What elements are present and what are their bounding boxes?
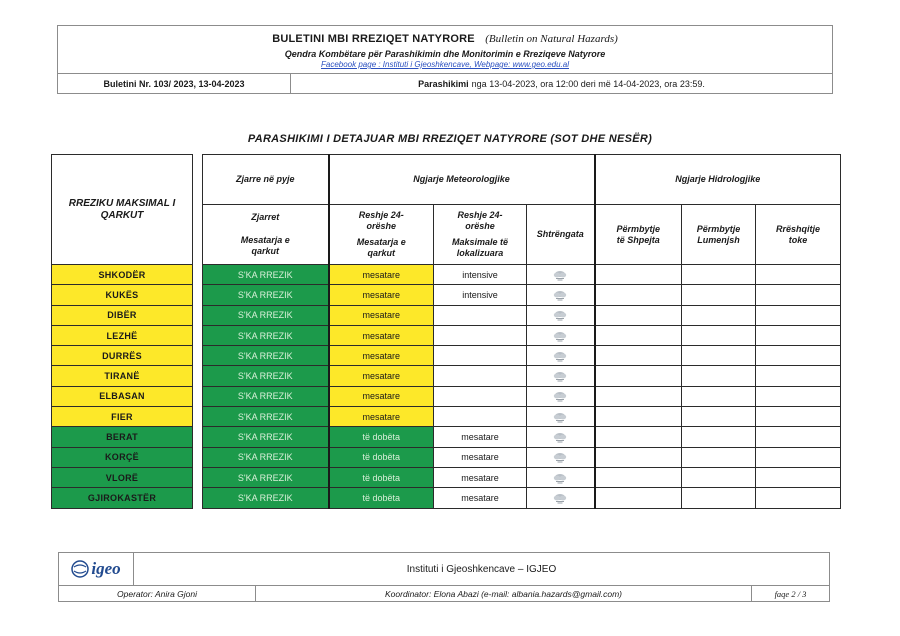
fire-risk-cell: S'KA RREZIK [203, 427, 329, 447]
flash-flood-cell [595, 366, 682, 386]
column-gap [193, 346, 203, 366]
bulletin-title: BULETINI MBI RREZIQET NATYRORE [272, 33, 475, 45]
table-row [52, 488, 841, 508]
sub-fire-title: Zjarret [251, 212, 280, 222]
column-gap [193, 265, 203, 285]
column-gap [193, 467, 203, 487]
bulletin-title-english: (Bulletin on Natural Hazards) [485, 33, 618, 45]
region-cell: TIRANË [52, 366, 193, 386]
wind-cloud-icon [552, 330, 568, 342]
storm-cell [527, 427, 595, 447]
table-row [52, 467, 841, 487]
river-flood-cell [682, 467, 756, 487]
column-gap [193, 285, 203, 305]
rain-max-cell [434, 407, 527, 427]
footer-top [59, 553, 829, 586]
storm-cell [527, 325, 595, 345]
fire-risk-cell: S'KA RREZIK [203, 407, 329, 427]
wind-cloud-icon [552, 309, 568, 321]
bulletin-number: Buletini Nr. 103/ 2023, 13-04-2023 [58, 74, 291, 93]
river-flood-cell [682, 386, 756, 406]
region-cell: FIER [52, 407, 193, 427]
region-cell: VLORË [52, 467, 193, 487]
storm-cell [527, 305, 595, 325]
sub-fire-note: Mesatarja e qarkut [240, 235, 290, 256]
sub-rain-max-note: Maksimale të lokalizuara [451, 237, 509, 258]
column-gap [193, 305, 203, 325]
col-region-header: RREZIKU MAKSIMAL I QARKUT [52, 155, 193, 265]
column-gap [193, 366, 203, 386]
region-cell: LEZHË [52, 325, 193, 345]
fire-risk-cell: S'KA RREZIK [203, 325, 329, 345]
wind-cloud-icon [552, 390, 568, 402]
wind-cloud-icon [552, 350, 568, 362]
flash-flood-cell [595, 447, 682, 467]
column-gap [193, 447, 203, 467]
region-cell: KORÇË [52, 447, 193, 467]
landslide-cell [756, 285, 841, 305]
fire-risk-cell: S'KA RREZIK [203, 346, 329, 366]
sub-rain-avg-title: Reshje 24-orëshe [358, 210, 404, 231]
group-hydro-header [595, 155, 841, 205]
table-row [52, 265, 841, 285]
fire-risk-cell: S'KA RREZIK [203, 305, 329, 325]
hazard-table [51, 154, 841, 509]
rain-max-cell: intensive [434, 285, 527, 305]
rain-avg-cell: mesatare [329, 265, 434, 285]
table-row [52, 366, 841, 386]
rain-avg-cell: të dobëta [329, 427, 434, 447]
igeo-logo-text: igeo [91, 559, 121, 578]
table-row [52, 285, 841, 305]
river-flood-cell [682, 346, 756, 366]
operator-name: Operator: Anira Gjoni [59, 586, 256, 601]
column-gap [193, 155, 203, 265]
wind-cloud-icon [552, 411, 568, 423]
landslide-cell [756, 366, 841, 386]
wind-cloud-icon [552, 472, 568, 484]
storm-cell [527, 447, 595, 467]
header-top [58, 26, 832, 74]
sub-rain-max-title: Reshje 24-orëshe [457, 210, 503, 231]
landslide-cell [756, 325, 841, 345]
sub-storm-header: Shtrëngata [527, 205, 595, 265]
rain-avg-cell: mesatare [329, 346, 434, 366]
institute-name: Instituti i Gjeoshkencave – IGJEO [406, 563, 557, 575]
sub-rain-avg-header [329, 205, 434, 265]
rain-max-cell [434, 346, 527, 366]
table-row [52, 346, 841, 366]
table-header-row-1 [52, 155, 841, 205]
table-row [52, 305, 841, 325]
region-cell: DURRËS [52, 346, 193, 366]
rain-max-cell [434, 366, 527, 386]
region-cell: BERAT [52, 427, 193, 447]
fire-risk-cell: S'KA RREZIK [203, 366, 329, 386]
wind-cloud-icon [552, 492, 568, 504]
column-gap [193, 386, 203, 406]
landslide-cell [756, 427, 841, 447]
rain-max-cell: intensive [434, 265, 527, 285]
storm-cell [527, 346, 595, 366]
flash-flood-cell [595, 407, 682, 427]
river-flood-cell [682, 325, 756, 345]
storm-cell [527, 407, 595, 427]
flash-flood-cell [595, 325, 682, 345]
landslide-cell [756, 305, 841, 325]
flash-flood-cell [595, 305, 682, 325]
forecast-label: Parashikimi [418, 78, 469, 89]
group-met-header [329, 155, 595, 205]
landslide-cell [756, 447, 841, 467]
group-hydro-label: Ngjarje Hidrologjike [675, 174, 761, 184]
sub-flash-flood-header [595, 205, 682, 265]
wind-cloud-icon [552, 289, 568, 301]
sub-rain-avg-note: Mesatarja e qarkut [356, 237, 406, 258]
landslide-cell [756, 467, 841, 487]
flash-flood-cell [595, 488, 682, 508]
column-gap [193, 325, 203, 345]
sub-flash-flood-label: Përmbytje të Shpejta [616, 223, 661, 245]
table-row [52, 427, 841, 447]
region-cell: ELBASAN [52, 386, 193, 406]
rain-max-cell: mesatare [434, 447, 527, 467]
sub-river-flood-label: Përmbytje Lumenjsh [696, 223, 741, 245]
flash-flood-cell [595, 285, 682, 305]
forecast-period [291, 74, 832, 93]
wind-cloud-icon [552, 269, 568, 281]
fire-risk-cell: S'KA RREZIK [203, 285, 329, 305]
fire-risk-cell: S'KA RREZIK [203, 467, 329, 487]
region-cell: KUKËS [52, 285, 193, 305]
sub-rain-max-header [434, 205, 527, 265]
sub-landslide-header [756, 205, 841, 265]
column-gap [193, 407, 203, 427]
group-fire-header [203, 155, 329, 205]
bulletin-header [57, 25, 833, 94]
rain-avg-cell: të dobëta [329, 488, 434, 508]
header-bottom [58, 74, 832, 93]
rain-avg-cell: të dobëta [329, 447, 434, 467]
river-flood-cell [682, 488, 756, 508]
storm-cell [527, 467, 595, 487]
rain-max-cell: mesatare [434, 427, 527, 447]
wind-cloud-icon [552, 451, 568, 463]
landslide-cell [756, 488, 841, 508]
river-flood-cell [682, 366, 756, 386]
river-flood-cell [682, 407, 756, 427]
wind-cloud-icon [552, 431, 568, 443]
flash-flood-cell [595, 427, 682, 447]
river-flood-cell [682, 447, 756, 467]
rain-avg-cell: mesatare [329, 386, 434, 406]
wind-cloud-icon [552, 370, 568, 382]
header-title-line [58, 29, 832, 47]
igeo-logo [59, 553, 134, 585]
forecast-period-text: nga 13-04-2023, ora 12:00 deri më 14-04-2023, ora 23:59. [471, 78, 705, 89]
web-links[interactable]: Facebook page : Instituti i Gjeoshkencave, Webpage: www.geo.edu.al [320, 60, 569, 69]
river-flood-cell [682, 305, 756, 325]
landslide-cell [756, 346, 841, 366]
column-gap [193, 427, 203, 447]
table-row [52, 407, 841, 427]
fire-risk-cell: S'KA RREZIK [203, 488, 329, 508]
group-met-label: Ngjarje Meteorologjike [413, 174, 510, 184]
river-flood-cell [682, 285, 756, 305]
flash-flood-cell [595, 346, 682, 366]
table-row [52, 447, 841, 467]
fire-risk-cell: S'KA RREZIK [203, 265, 329, 285]
rain-max-cell [434, 325, 527, 345]
storm-cell [527, 366, 595, 386]
landslide-cell [756, 265, 841, 285]
rain-max-cell [434, 386, 527, 406]
flash-flood-cell [595, 467, 682, 487]
landslide-cell [756, 407, 841, 427]
section-title: PARASHIKIMI I DETAJUAR MBI RREZIQET NATYRORE (SOT DHE NESËR) [247, 133, 653, 145]
region-cell: DIBËR [52, 305, 193, 325]
fire-risk-cell: S'KA RREZIK [203, 447, 329, 467]
bulletin-footer [58, 552, 830, 602]
storm-cell [527, 386, 595, 406]
sub-fire-header [203, 205, 329, 265]
table-row [52, 325, 841, 345]
rain-max-cell [434, 305, 527, 325]
region-cell: GJIROKASTËR [52, 488, 193, 508]
rain-avg-cell: mesatare [329, 325, 434, 345]
group-fire-label: Zjarre në pyje [235, 174, 295, 184]
landslide-cell [756, 386, 841, 406]
storm-cell [527, 488, 595, 508]
fire-risk-cell: S'KA RREZIK [203, 386, 329, 406]
center-name: Qendra Kombëtare për Parashikimin dhe Monitorimin e Rreziqeve Natyrore [284, 49, 606, 59]
river-flood-cell [682, 265, 756, 285]
sub-river-flood-header [682, 205, 756, 265]
flash-flood-cell [595, 265, 682, 285]
rain-avg-cell: të dobëta [329, 467, 434, 487]
column-gap [193, 488, 203, 508]
table-row [52, 386, 841, 406]
river-flood-cell [682, 427, 756, 447]
rain-avg-cell: mesatare [329, 366, 434, 386]
rain-max-cell: mesatare [434, 488, 527, 508]
page-number: faqe 2 / 3 [774, 588, 807, 599]
igeo-logo-icon [71, 558, 89, 580]
rain-avg-cell: mesatare [329, 407, 434, 427]
storm-cell [527, 285, 595, 305]
rain-max-cell: mesatare [434, 467, 527, 487]
rain-avg-cell: mesatare [329, 285, 434, 305]
coordinator-info: Koordinator: Elona Abazi (e-mail: albania.hazards@gmail.com) [256, 586, 752, 601]
storm-cell [527, 265, 595, 285]
footer-bottom [59, 586, 829, 601]
rain-avg-cell: mesatare [329, 305, 434, 325]
region-cell: SHKODËR [52, 265, 193, 285]
sub-landslide-label: Rrëshqitje toke [776, 223, 821, 245]
flash-flood-cell [595, 386, 682, 406]
